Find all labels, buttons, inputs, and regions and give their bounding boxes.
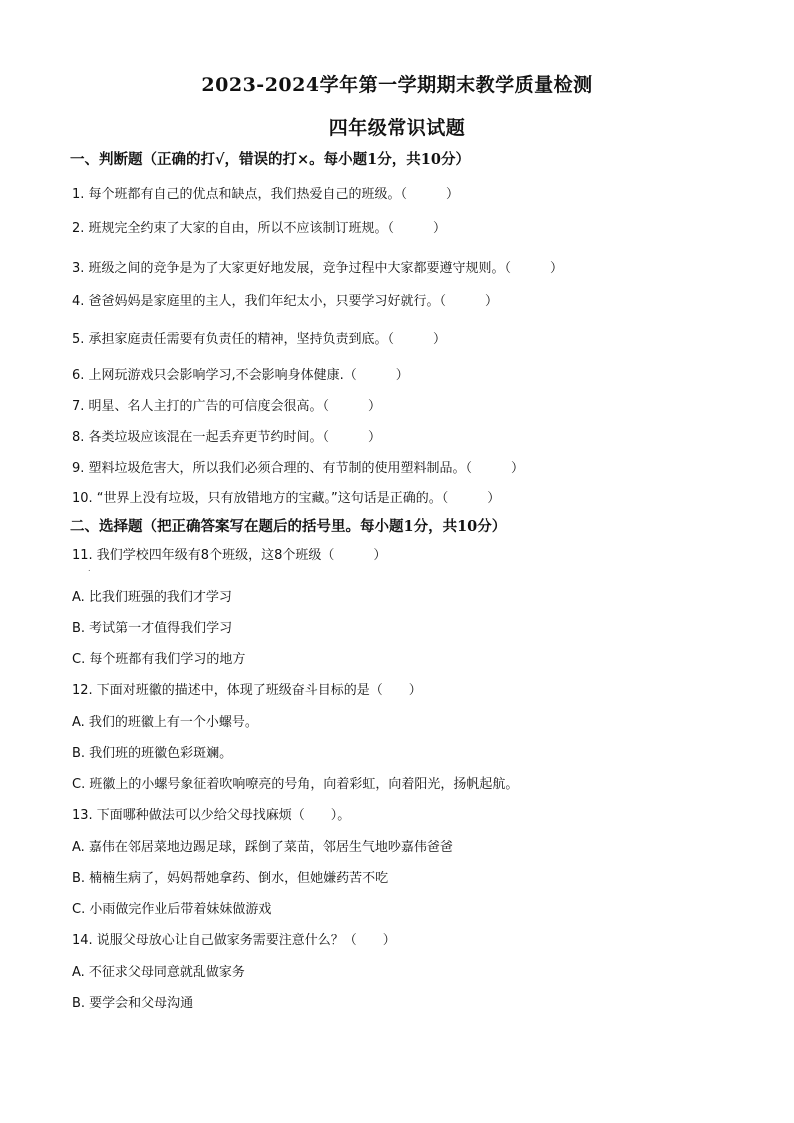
question-11-option-b: B. 考试第一才值得我们学习	[72, 621, 233, 636]
question-6: 6. 上网玩游戏只会影响学习,不会影响身体健康.（ ）	[72, 368, 409, 383]
dot-mark: .	[88, 564, 91, 573]
question-12-option-a: A. 我们的班徽上有一个小螺号。	[72, 715, 258, 730]
question-11-option-c: C. 每个班都有我们学习的地方	[72, 652, 246, 667]
section-2-heading: 二、选择题（把正确答案写在题后的括号里。每小题1分，共10分）	[70, 518, 507, 535]
question-14-option-b: B. 要学会和父母沟通	[72, 996, 194, 1011]
question-2: 2. 班规完全约束了大家的自由，所以不应该制订班规。（ ）	[72, 221, 447, 236]
question-5: 5. 承担家庭责任需要有负责任的精神，坚持负责到底。（ ）	[72, 332, 447, 347]
question-12-option-b: B. 我们班的班徽色彩斑斓。	[72, 746, 233, 761]
question-1: 1. 每个班都有自己的优点和缺点，我们热爱自己的班级。（ ）	[72, 187, 460, 202]
question-3: 3. 班级之间的竞争是为了大家更好地发展，竞争过程中大家都要遵守规则。（ ）	[72, 261, 564, 276]
question-13-option-b: B. 楠楠生病了，妈妈帮她拿药、倒水，但她嫌药苦不吃	[72, 871, 389, 886]
question-14-option-a: A. 不征求父母同意就乱做家务	[72, 965, 245, 980]
question-13-option-c: C. 小雨做完作业后带着妹妹做游戏	[72, 902, 272, 917]
question-11-option-a: A. 比我们班强的我们才学习	[72, 590, 232, 605]
section-1-heading: 一、判断题（正确的打√，错误的打×。每小题1分，共10分）	[70, 151, 470, 168]
question-12-option-c: C. 班徽上的小螺号象征着吹响嘹亮的号角，向着彩虹，向着阳光，扬帆起航。	[72, 777, 519, 792]
question-13-stem: 13. 下面哪种做法可以少给父母找麻烦（ ）。	[72, 808, 351, 823]
question-10: 10. “世界上没有垃圾，只有放错地方的宝藏。”这句话是正确的。（ ）	[72, 491, 501, 506]
question-12-stem: 12. 下面对班徽的描述中，体现了班级奋斗目标的是（ ）	[72, 683, 422, 698]
question-7: 7. 明星、名人主打的广告的可信度会很高。（ ）	[72, 399, 382, 414]
question-11-stem: 11. 我们学校四年级有8个班级，这8个班级（ ）	[72, 548, 387, 563]
question-14-stem: 14. 说服父母放心让自己做家务需要注意什么？（ ）	[72, 933, 396, 948]
question-9: 9. 塑料垃圾危害大，所以我们必须合理的、有节制的使用塑料制品。（ ）	[72, 461, 525, 476]
exam-title: 2023-2024学年第一学期期末教学质量检测	[201, 74, 593, 96]
question-4: 4. 爸爸妈妈是家庭里的主人，我们年纪太小，只要学习好就行。（ ）	[72, 294, 499, 309]
question-8: 8. 各类垃圾应该混在一起丢弃更节约时间。（ ）	[72, 430, 382, 445]
question-13-option-a: A. 嘉伟在邻居菜地边踢足球，踩倒了菜苗，邻居生气地吵嘉伟爸爸	[72, 840, 453, 855]
exam-subtitle: 四年级常识试题	[328, 117, 466, 139]
